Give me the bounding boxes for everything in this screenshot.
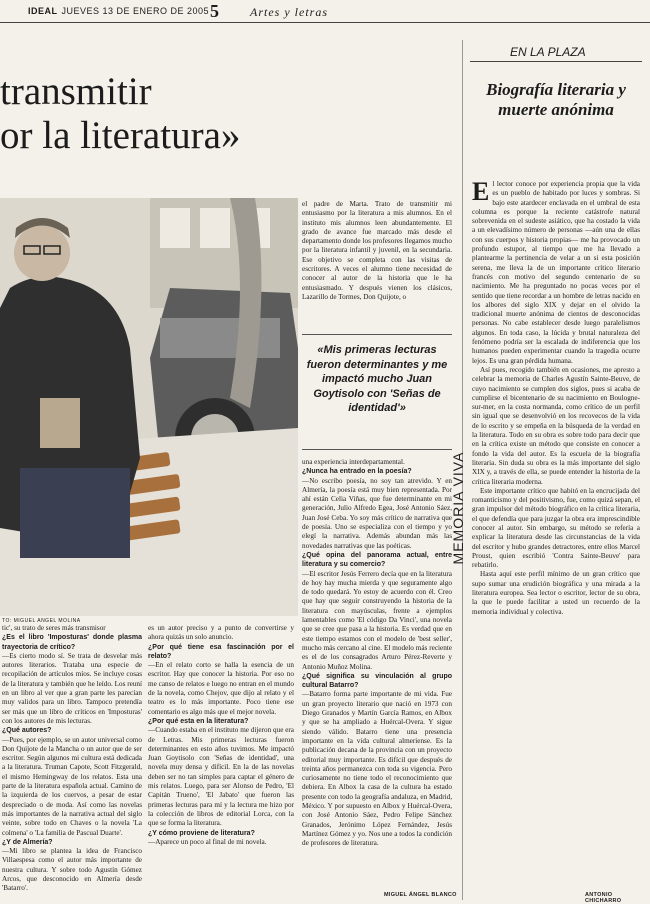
center-question: ¿Qué opina del panorama actual, entre literatura y su comercio? bbox=[302, 551, 452, 569]
vertical-section-label bbox=[448, 450, 468, 570]
left-column bbox=[2, 624, 142, 899]
opinion-column bbox=[472, 180, 640, 888]
byline-right: ANTONIO CHICHARRO bbox=[585, 892, 622, 904]
mid-question: ¿Por qué tiene esa fascinación por el relato? bbox=[148, 643, 294, 660]
publication-date bbox=[28, 6, 209, 16]
opinion-para: Hasta aquí este perfil mínimo de un gran crítico que supo sumar una erudición biográfica y una mirada a la literatura europea. Sea lector o escritor, lector de su obra, la que le puede facilitar a usted un recuerdo de la memoria individual y colectiva. bbox=[472, 570, 640, 616]
center-column-top bbox=[302, 200, 452, 326]
left-para: —Mi libro se plantea la idea de Francisco Villaespesa como el autor más importante de nuestra cultura. Y sobre todo Agustín Gómez Arcos, que desconocido en Almería desde 'Batarro'. bbox=[2, 847, 142, 893]
center-para: —No escribo poesía, no soy tan atrevido. Y en Almería, la poesía está muy bien representada. Por ahí están Celia Viñas, que fue determinante en mi generación, Julio Alfredo Egea, José Antonio Sáez, Juan José Ceba. Yo soy más crítico de narrativa que de poesía. Uno se especializa con el tiempo y yo elegí la narrativa. Además abundan más las novedades narrativas que las poéticas. bbox=[302, 476, 452, 550]
mid-question: ¿Por qué esta en la literatura? bbox=[148, 717, 249, 725]
left-para: —Pues, por ejemplo, se un autor universal como Don Quijote de la Mancha o un autor que de ser escritor. Según algunos mi cultura está dedicada a la literatura. Truman Capote, Scott Fitzgerald, el mismo Hemingway de los relatos. Esta una parte de la literatura española actual. Camino de la izquierda de los cuervos, a pesar de estar despreciado o de moda. Así como las novelas más importantes de la narrativa actual del siglo veinte, sobre todo en Chaves o la novela 'La colmena' o 'La familia de Pascual Duarte'. bbox=[2, 735, 142, 837]
headline-line-2: or la literatura» bbox=[0, 114, 241, 157]
left-question: ¿Qué autores? bbox=[2, 727, 52, 735]
center-question: ¿Nunca ha entrado en la poesía? bbox=[302, 468, 412, 476]
mid-column bbox=[148, 624, 294, 899]
center-para: —Batarro forma parte importante de mi vida. Fue un gran proyecto literario que nació en 1973 con Diego Granados y Martín García Ramos, en Albox y que se ha ampliado a Huércal-Overa. Y sigue siendo válido. Batarro tiene una presencia importante en la vida cultural almeriense. Es la publicación decana de la provincia con un proyecto editorial muy importante. Es difícil que después de treinta años permanezca con toda su vigencia. Pero curiosamente no tiene todo el reconocimiento que debiera. En Albox la casa de la cultura ha estado presente con todo la geografía andaluza, en Madrid, México. Y por supuesto en Albox y Huércal-Overa, con José Antonio Sáez, Pedro Felipe Sánchez Granados, Jerónimo López Fernández, Jesús Martínez Gómez y yo. Nos une a todos la condición de profesores de literatura. bbox=[302, 690, 452, 848]
interview-photo bbox=[0, 198, 298, 616]
center-column bbox=[302, 458, 452, 888]
headline bbox=[0, 70, 330, 158]
mid-para: —Cuando estaba en el instituto me dijeron que era de Letras. Mis primeras lecturas fueron determinantes en esto años tuvimos. Me impactó Juan Goytisolo con 'Señas de identidad', una novela muy densa y difícil. En la de las novelas deben ser no tan simples para captar el género de mis relatos. Luego, para ser Alonso de Pedro, 'El Capitán Trueno', 'El Jabato' que fueron las primeras lecturas para mí y la lectura me hizo por la colección de libros de editorial Lorca, con la que se forma la literatura. bbox=[148, 726, 294, 828]
vertical-label-text: MEMORIA VIVA bbox=[450, 451, 466, 565]
left-para: tic', su trato de seres más transmisor bbox=[2, 624, 106, 632]
center-para: una experiencia interdepartamental. bbox=[302, 458, 405, 466]
section-name: Artes y letras bbox=[250, 5, 328, 19]
opinion-para: Así pues, recogido también en ocasiones, me apresto a celebrar la memoria de Charles Agustín Sainte-Beuve, de cuyo nacimiento se cumplen dos siglos, pues si acaba de cumplirse el bicentenario de su nacimiento en Boulogne-sur-mer, en la costa normanda, como crítico de un perfil sin igual que se desenvolvió en los recovecos de la vida de lo escrito y se empeña en la búsqueda de la verdad en la literatura. Todo en su obra es sobre todo para decir que en la crítica existe un método que consiste en conocer a fondo la vida del autor. Es la escuela de la biografía literaria. Sin duda su obra es la más importante del siglo XIX y, a través de ella, se puede entender la historia de la crítica literaria moderna. bbox=[472, 365, 640, 486]
masthead bbox=[0, 0, 650, 23]
headline-line-1: transmitir bbox=[0, 70, 152, 113]
section-label: EN LA PLAZA bbox=[470, 42, 642, 62]
mid-para: —Aparece un poco al final de mi novela. bbox=[148, 837, 267, 846]
left-question: ¿Y de Almería? bbox=[2, 838, 53, 846]
center-para: —El escritor Jesús Ferrero decía que en la literatura de hoy hay mucha mierda y que seguramente algo de todo quedará. Yo estoy de acuerdo con él. Creo que hay que seguir construyendo la historia de la literatura con mayúsculas, frente a ejemplos lamentables como 'El código Da Vinci', una novela que se cree que pasa a la historia. Es verdad que en este tiempo estamos con el modelo de 'best seller', mucho más cercano al cine. El modelo más reciente es el de los consagrados Arturo Pérez-Reverte y Antonio Muñoz Molina. bbox=[302, 569, 452, 671]
drop-cap: E bbox=[472, 180, 490, 206]
photo-credit: TO: MIGUEL ANGEL MOLINA bbox=[2, 618, 81, 624]
pull-quote: «Mis primeras lecturas fueron determinantes y me impactó mucho Juan Goytisolo con 'Señas de identidad'» bbox=[302, 334, 452, 450]
date: JUEVES 13 DE ENERO DE 2005 bbox=[61, 6, 210, 16]
left-question: ¿Es el libro 'Imposturas' donde plasma trayectoria de crítico? bbox=[2, 634, 142, 651]
opinion-para-text: l lector conoce por experiencia propia que la vida es un pueblo de habitado por luces y sombras. Si bajo este atardecer enclavada en el umbral de esta columna es porque la reciente catástrofe natural sobrevenida en el sudeste asiático, que ha costado la vida a un elevadísimo número de personas —aún una de ellas con sus cuerpos y historia propias— me ha provocado un profundo estupor, al tiempo que me ha llevado a plantearme la pertinencia de velar a un si esta posición serena, me lleva la de un importante crítico literario francés con motivo del segundo centenario de su nacimiento. Me ha preguntado no pocas veces por el sentido que tiene recordar a un hombre de letras nacido en los albores del siglo XIX y dejar en el olvido la tradicional muerte anónima de cientos de desconocidas personas. No cabe establecer desde luego paralelismos algunos. En toda caso, la lúcida y brutal naturaleza del fenómeno podría ser la escalada de indiferencia que los humanos pueden experimentar cuando la tragedia ocurre lejos. Es una gran pérdida humana. bbox=[472, 180, 640, 365]
page-number: 5 bbox=[210, 1, 219, 21]
mid-question: ¿Y cómo proviene de literatura? bbox=[148, 829, 255, 837]
opinion-headline: Biografía literaria y muerte anónima bbox=[486, 80, 626, 119]
publication-name: IDEAL bbox=[28, 6, 58, 16]
opinion-para: Este importante crítico que habitó en la encrucijada del romanticismo y del positivismo, fue, como quizá sepan, el gran impulsor del método biográfico en la crítica literaria, el que defendía que para juzgar la obra era imprescindible conocer al autor. Sin embargo, su método se refería a explicar la literatura desde las circunstancias de la vida del escritor y hubo grandes detractores, entre ellos Marcel Proust, quien escribió 'Contra Sainte-Beuve' para rebatirlo. bbox=[472, 486, 640, 570]
center-para: el padre de Marta. Trato de transmitir mi entusiasmo por la literatura a mis alumnos. En el instituto mis alumnos leen abundantemente. El grado de avance fue marcado más desde el departamento donde los profesores llegamos mucho por la literatura infantil y juvenil, en la secundaria. Ese objetivo se completa con las visitas de escritores. A veces el alumno tiene necesidad de conocer al autor de la historia que le ha entusiasmado. Y después vienen los clásicos, Lazarillo de Tormes, Don Quijote, o bbox=[302, 200, 452, 301]
opinion-para-first bbox=[472, 180, 640, 366]
center-question: ¿Qué significa su vinculación al grupo cultural Batarro? bbox=[302, 672, 452, 690]
photo-illustration bbox=[0, 198, 298, 616]
byline-center: MIGUEL ÁNGEL BLANCO bbox=[384, 892, 457, 898]
mid-para: es un autor preciso y a punto de convertirse y ahora quizás un solo anuncio. bbox=[148, 624, 294, 642]
left-para: —Es cierto modo sí. Se trata de desvelar más autores literarios. Trataba una especie de recopilación de artículos míos. Se incluye cosas de la literatura y también que he leído. Los reuní en un libro al ver que a gran parte les parecían muy validos para un libro. Tampoco pretendía ser más que un libro de críticos en 'Imposturas' con los autores de mis lecturas. bbox=[2, 651, 142, 725]
mid-para: —En el relato corto se halla la esencia de un escritor. Hay que conocer la historia. Por eso no me canso de relatos e luego no entran en el mundo de la novela, como Chejov, que dijo al relato y el teatro es lo más importante. Poco tiene ese comentario es algo más que el mejor novela. bbox=[148, 661, 294, 716]
